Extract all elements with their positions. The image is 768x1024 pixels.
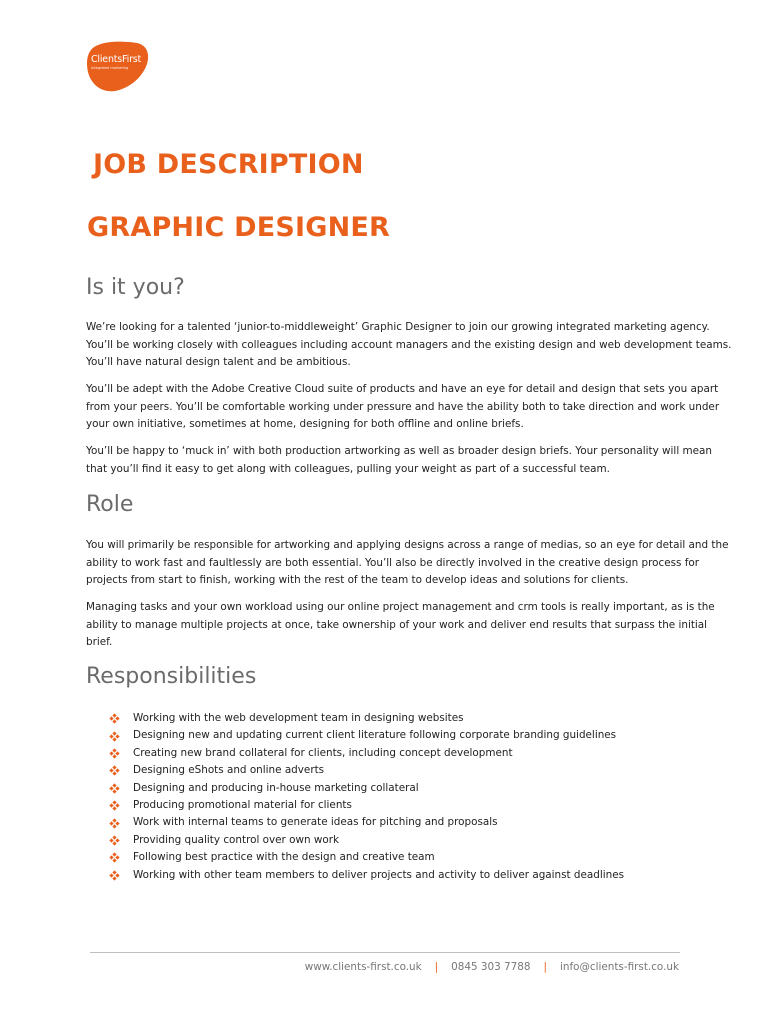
logo-wordmark: ClientsFirst [91,54,142,65]
bullet-diamond-icon [110,766,119,775]
paragraph-line: You’ll have natural design talent and be ambitious. [86,356,351,368]
footer-separator: | [543,961,548,973]
list-item-text: Creating new brand collateral for clients, including concept development [133,746,513,759]
paragraph-line: You’ll be adept with the Adobe Creative Cloud suite of products and have an eye for detail and design that sets you apart [86,383,719,395]
document-title: JOB DESCRIPTION [93,149,364,180]
list-item [110,867,624,884]
list-item [110,727,624,744]
bullet-diamond-icon [110,801,119,810]
paragraph-line: We’re looking for a talented ‘junior-to-middleweight’ Graphic Designer to join our growing integrated marketing agency. [86,321,710,333]
paragraph-line: that you’ll find it easy to get along with colleagues, pulling your weight as part of a successful team. [86,462,610,475]
paragraph-line: You’ll be happy to ‘muck in’ with both production artworking as well as broader design briefs. Your personality will mean [86,445,712,457]
footer-email-link[interactable]: info@clients-first.co.uk [560,961,679,973]
paragraph-line: projects from start to finish, working with the rest of the team to develop ideas and solutions for clients. [86,574,629,586]
footer-website-link[interactable]: www.clients-first.co.uk [304,961,422,973]
list-item [110,762,624,779]
job-role-title: GRAPHIC DESIGNER [87,212,391,243]
list-item-text: Designing and producing in-house marketing collateral [133,781,419,794]
list-item [110,797,624,814]
paragraph-line: Managing tasks and your own workload using our online project management and crm tools is really important, as is the [86,601,715,613]
section-heading-responsibilities: Responsibilities [86,664,257,689]
bullet-diamond-icon [110,749,119,758]
list-item-text: Working with the web development team in designing websites [133,712,464,724]
bullet-diamond-icon [110,836,119,845]
list-item-text: Following best practice with the design and creative team [133,851,435,864]
footer-separator: | [434,961,439,973]
list-item-text: Producing promotional material for clients [133,798,352,811]
paragraph-line: your own initiative, sometimes at home, designing for both offline and online briefs. [86,418,524,430]
footer-contact [305,961,679,973]
list-item-text: Work with internal teams to generate ideas for pitching and proposals [133,816,498,829]
paragraph-is-it-you-3 [86,443,712,478]
logo-tagline: integrated marketing [91,66,129,70]
list-item-text: Providing quality control over own work [133,833,340,846]
list-item [110,745,624,762]
list-item [110,849,624,866]
paragraph-line: ability to manage multiple projects at once, take ownership of your work and deliver end results that surpass the initial [86,618,708,631]
list-item-text: Designing new and updating current client literature following corporate branding guidelines [133,729,617,742]
list-item-text: Designing eShots and online adverts [133,764,325,777]
list-item [110,814,624,831]
footer-divider [90,952,680,953]
bullet-diamond-icon [110,819,119,828]
section-heading-is-it-you: Is it you? [86,275,185,300]
paragraph-line: You’ll be working closely with colleagues including account managers and the existing design and web development teams. [86,338,732,351]
list-item [110,780,624,797]
clientsfirst-logo [87,40,149,92]
bullet-diamond-icon [110,871,119,880]
bullet-diamond-icon [110,714,119,723]
paragraph-is-it-you-1 [86,319,732,372]
paragraph-line: from your peers. You’ll be comfortable working under pressure and have the ability both to take direction and work under [86,400,720,413]
bullet-diamond-icon [110,732,119,741]
paragraph-is-it-you-2 [86,381,720,434]
bullet-diamond-icon [110,853,119,862]
responsibilities-list [110,710,624,884]
footer-phone: 0845 303 7788 [451,961,531,973]
bullet-diamond-icon [110,784,119,793]
paragraph-line: You will primarily be responsible for artworking and applying designs across a range of medias, so an eye for detail and the [86,539,729,551]
section-heading-role: Role [86,492,134,517]
list-item-text: Working with other team members to deliver projects and activity to deliver against deadlines [133,868,625,881]
paragraph-role-1 [86,537,729,590]
list-item [110,710,624,727]
paragraph-role-2 [86,599,715,652]
paragraph-line: ability to work fast and faultlessly are both essential. You’ll also be directly involved in the creative design process for [86,556,700,569]
list-item [110,832,624,849]
paragraph-line: brief. [86,636,113,648]
